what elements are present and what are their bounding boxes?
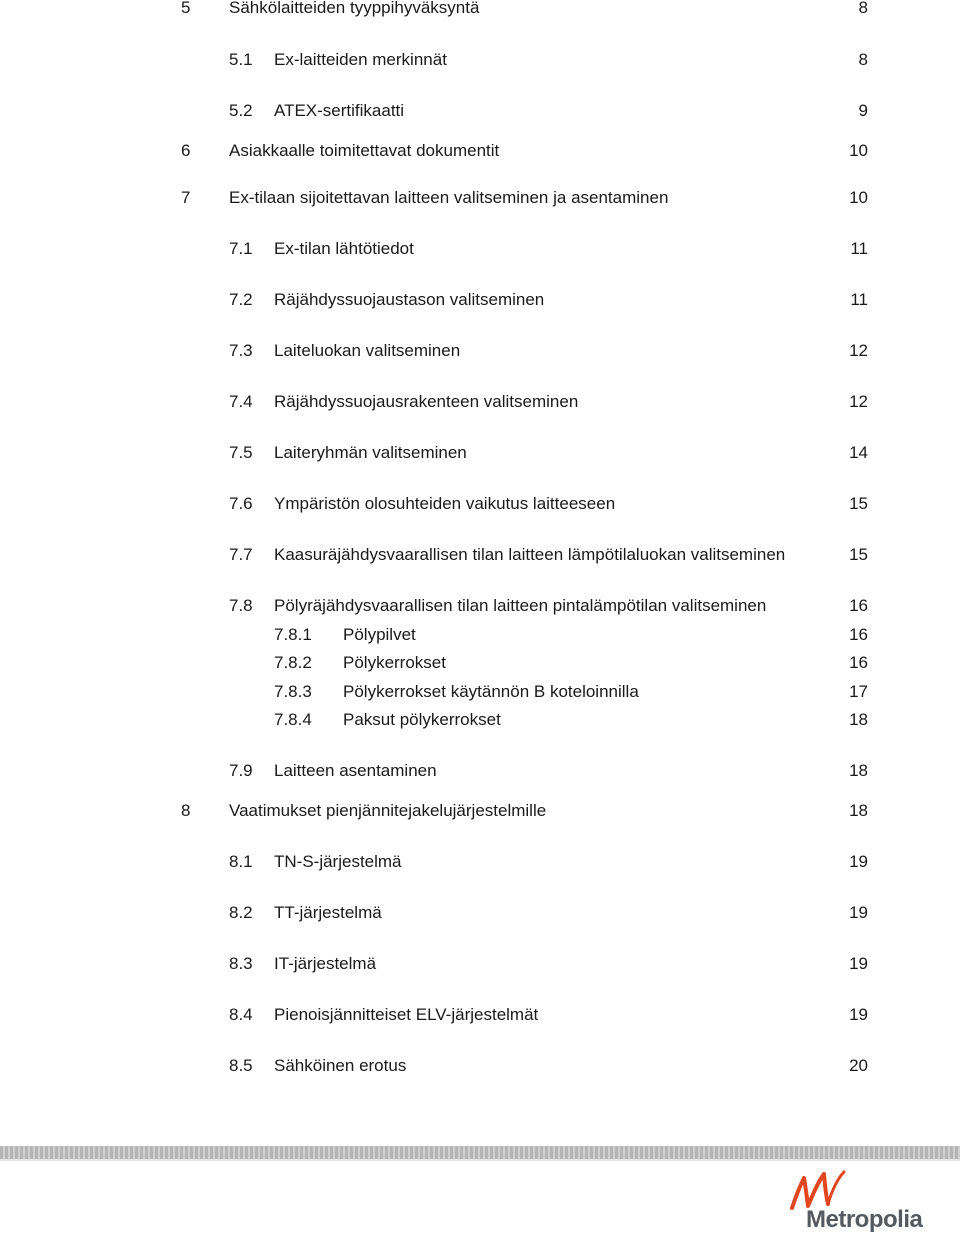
toc-number: 7.8 bbox=[229, 596, 253, 615]
toc-title: ATEX-sertifikaatti bbox=[274, 101, 405, 120]
toc-title: Laiteluokan valitseminen bbox=[274, 341, 461, 360]
toc-entry[interactable] bbox=[0, 850, 960, 874]
toc-number: 7.2 bbox=[229, 290, 253, 309]
toc-entry[interactable] bbox=[0, 680, 960, 704]
toc-number: 7.8.3 bbox=[274, 682, 312, 701]
toc-page: 16 bbox=[849, 596, 868, 615]
toc-page: 10 bbox=[849, 188, 868, 207]
toc-entry[interactable] bbox=[0, 288, 960, 312]
toc-title: Ex-tilaan sijoitettavan laitteen valitseminen ja asentaminen bbox=[229, 188, 669, 207]
toc-title: TT-järjestelmä bbox=[274, 903, 382, 922]
toc-number: 7.4 bbox=[229, 392, 253, 411]
toc-entry[interactable] bbox=[0, 0, 960, 20]
toc-entry[interactable] bbox=[0, 339, 960, 363]
toc-page: 9 bbox=[858, 101, 868, 120]
metropolia-logo bbox=[788, 1166, 938, 1231]
footer-stripe bbox=[0, 1146, 960, 1159]
toc-entry[interactable] bbox=[0, 1003, 960, 1027]
toc-title: Pölyräjähdysvaarallisen tilan laitteen pintalämpötilan valitseminen bbox=[274, 596, 767, 615]
toc-title: IT-järjestelmä bbox=[274, 954, 377, 973]
toc-entry[interactable] bbox=[0, 99, 960, 123]
toc-page: 19 bbox=[849, 852, 868, 871]
toc-title: Pölykerrokset bbox=[343, 653, 446, 672]
footer-divider bbox=[0, 1159, 960, 1161]
toc-title: Ex-laitteiden merkinnät bbox=[274, 50, 447, 69]
toc-page: 8 bbox=[858, 50, 868, 69]
toc-number: 7.1 bbox=[229, 239, 253, 258]
toc-entry[interactable] bbox=[0, 759, 960, 783]
toc-page: 16 bbox=[849, 653, 868, 672]
toc-entry[interactable] bbox=[0, 543, 960, 567]
toc-title: Räjähdyssuojaustason valitseminen bbox=[274, 290, 545, 309]
toc-page: 19 bbox=[849, 903, 868, 922]
toc-number: 7.9 bbox=[229, 761, 253, 780]
toc-number: 7.8.2 bbox=[274, 653, 312, 672]
toc-page: 19 bbox=[849, 1005, 868, 1024]
toc-entry[interactable] bbox=[0, 708, 960, 732]
toc-entry[interactable] bbox=[0, 799, 960, 823]
toc-number: 8.3 bbox=[229, 954, 253, 973]
toc-entry[interactable] bbox=[0, 186, 960, 210]
toc-title: Kaasuräjähdysvaarallisen tilan laitteen lämpötilaluokan valitseminen bbox=[274, 545, 786, 564]
toc-number: 7 bbox=[181, 188, 191, 207]
toc-page: 15 bbox=[849, 545, 868, 564]
toc-number: 7.7 bbox=[229, 545, 253, 564]
toc-number: 5.2 bbox=[229, 101, 253, 120]
toc-title: Pölykerrokset käytännön B koteloinnilla bbox=[343, 682, 639, 701]
toc-title: Laiteryhmän valitseminen bbox=[274, 443, 467, 462]
toc-title: Laitteen asentaminen bbox=[274, 761, 437, 780]
toc-number: 7.8.4 bbox=[274, 710, 312, 729]
toc-page: 10 bbox=[849, 141, 868, 160]
toc-page: 18 bbox=[849, 710, 868, 729]
toc-number: 7.8.1 bbox=[274, 625, 312, 644]
toc-entry[interactable] bbox=[0, 651, 960, 675]
toc-page: 16 bbox=[849, 625, 868, 644]
toc-number: 8.4 bbox=[229, 1005, 253, 1024]
toc-title: TN-S-järjestelmä bbox=[274, 852, 402, 871]
toc-title: Räjähdyssuojausrakenteen valitseminen bbox=[274, 392, 579, 411]
logo-text: Metropolia bbox=[806, 1206, 923, 1233]
toc-entry[interactable] bbox=[0, 623, 960, 647]
toc-page: 14 bbox=[849, 443, 868, 462]
toc-page: 17 bbox=[849, 682, 868, 701]
toc-number: 5.1 bbox=[229, 50, 253, 69]
toc-number: 5 bbox=[181, 0, 191, 17]
toc-number: 8 bbox=[181, 801, 191, 820]
toc-entry[interactable] bbox=[0, 952, 960, 976]
toc-page: 11 bbox=[850, 290, 868, 309]
toc-page: 18 bbox=[849, 761, 868, 780]
toc-entry[interactable] bbox=[0, 390, 960, 414]
toc-entry[interactable] bbox=[0, 441, 960, 465]
toc-page: 19 bbox=[849, 954, 868, 973]
toc-page: 11 bbox=[850, 239, 868, 258]
toc-title: Ex-tilan lähtötiedot bbox=[274, 239, 414, 258]
page-footer bbox=[0, 1146, 960, 1233]
toc-title: Vaatimukset pienjännitejakelujärjestelmille bbox=[229, 801, 547, 820]
toc-title: Sähköinen erotus bbox=[274, 1056, 407, 1075]
toc-entry[interactable] bbox=[0, 139, 960, 163]
toc-entry[interactable] bbox=[0, 48, 960, 72]
toc-number: 8.2 bbox=[229, 903, 253, 922]
toc-entry[interactable] bbox=[0, 237, 960, 261]
toc-entry[interactable] bbox=[0, 492, 960, 516]
toc-title: Pölypilvet bbox=[343, 625, 416, 644]
toc-entry[interactable] bbox=[0, 594, 960, 618]
toc-title: Asiakkaalle toimitettavat dokumentit bbox=[229, 141, 500, 160]
toc-number: 8.1 bbox=[229, 852, 253, 871]
toc-entry[interactable] bbox=[0, 901, 960, 925]
toc-number: 8.5 bbox=[229, 1056, 253, 1075]
toc-title: Paksut pölykerrokset bbox=[343, 710, 501, 729]
toc-number: 7.3 bbox=[229, 341, 253, 360]
toc-page: 15 bbox=[849, 494, 868, 513]
toc-title: Ympäristön olosuhteiden vaikutus laitteeseen bbox=[274, 494, 616, 513]
toc-number: 7.6 bbox=[229, 494, 253, 513]
toc-page: 8 bbox=[858, 0, 868, 17]
toc-page: 20 bbox=[849, 1056, 868, 1075]
toc-number: 6 bbox=[181, 141, 191, 160]
toc-page: 18 bbox=[849, 801, 868, 820]
toc-number: 7.5 bbox=[229, 443, 253, 462]
toc-title: Pienoisjännitteiset ELV-järjestelmät bbox=[274, 1005, 539, 1024]
toc-title: Sähkölaitteiden tyyppihyväksyntä bbox=[229, 0, 480, 17]
toc-page: 12 bbox=[849, 341, 868, 360]
toc-page: 12 bbox=[849, 392, 868, 411]
toc-entry[interactable] bbox=[0, 1054, 960, 1078]
